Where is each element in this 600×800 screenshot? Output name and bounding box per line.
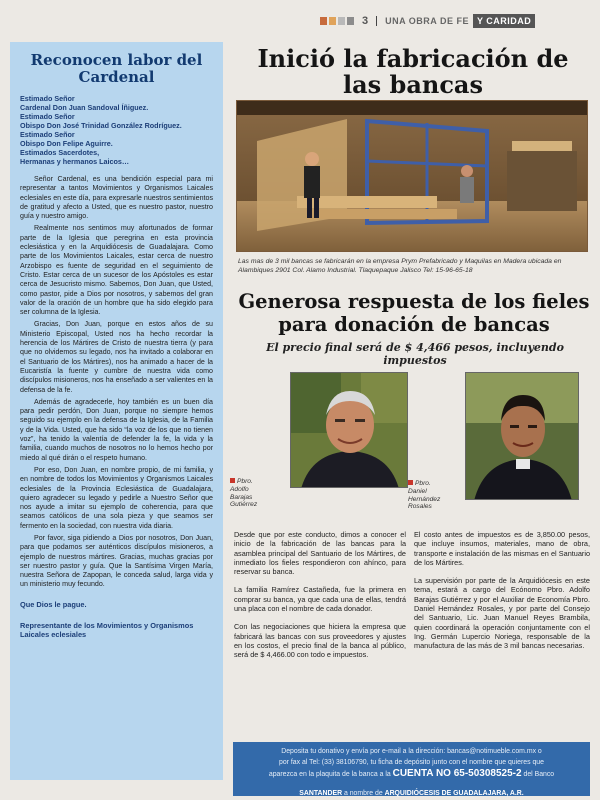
donation-line: Deposita tu donativo y envía por e-mail a la dirección: bancas@notimueble.com.mx o [281, 748, 542, 755]
body-paragraph: Desde que por este conducto, dimos a conocer el inicio de la fabricación de las bancas para la asamblea principal del Santuario de los Mártires, de inmediato los fieles respondieron con ahínco, para reservar su banca. [234, 530, 406, 577]
letter-paragraph: Señor Cardenal, es una bendición especial para mi representar a tantos Movimientos y Organismos Laicales eclesiales en este día, para expresarle nuestros sentimientos de gratitud y afecto a Usted, que es nuestro pastor, nuestro guía y nuestro amigo. [20, 175, 213, 221]
caption-line: Hernández [408, 495, 441, 503]
section-title-highlight: Y CARIDAD [473, 14, 535, 28]
photo-caption: Las mas de 3 mil bancas se fabricarán en la empresa Prym Prefabricado y Maquilas en Madera ubicada en Alambiques 2901 Col. Alamo Industrial. Tlaquepaque Jalisco Tel: 15-96-65-18 [238, 258, 562, 274]
donation-text: aparezca en la plaquita de la banca a la [268, 771, 391, 778]
letter-paragraph: Por favor, siga pidiendo a Dios por nosotros, Don Juan, para que podamos ser auténticos discípulos misioneros, a ejemplo de nuestros mártires. Gracias, muchas gracias por ser nuestro pastor y guía. Que la Santísima Virgen María, nuestra Señora de Zapopan, le conceda salud, larga vida y un ministerio muy fecundo. [20, 533, 213, 589]
body-paragraph: Con las negociaciones que hiciera la empresa que fabricará las bancas con sus proveedores y ajustes en los costos, el precio final de la banca al público, será de $ 4,466.00 con todo e impuestos. [234, 622, 406, 660]
letter-signature: Representante de los Movimientos y Organismos Laicales eclesiales [20, 620, 194, 640]
article-headline: Inició la fabricación de las bancas [257, 44, 569, 99]
letter-paragraph: Por eso, Don Juan, en nombre propio, de mi familia, y en nombre de todos los Movimientos y Organismos Laicales eclesiales de la Provincia Eclesiástica de Guadalajara, quiero agradecer su legado y pedirle a Nuestro Señor que nos ayude a imitar su ejemplo de coherencia, para que seamos católicos de una sola pieza y que seamos ser fermento en la sociedad, con nuestra vida diaria. [20, 465, 213, 530]
red-square-icon [230, 478, 235, 483]
donation-text: del Banco [523, 771, 555, 778]
portrait-photo [290, 372, 408, 488]
salutation-line: Hermanas y hermanos Laicos… [20, 157, 130, 166]
salutation-line: Estimado Señor [20, 130, 75, 139]
photo-caption-tag [230, 478, 285, 509]
body-paragraph: El costo antes de impuestos es de 3,850.00 pesos, que incluye insumos, materiales, mano de obra, transporte e instalación de las mismas en el Santuario de los Mártires. [414, 530, 590, 567]
article-subtitle: El precio final será de $ 4,466 pesos, incluyendo impuestos [266, 341, 564, 367]
caption-line [408, 480, 466, 488]
letter-paragraph: Realmente nos sentimos muy afortunados de formar parte de la Iglesia que peregrina en esta provincia eclesiástica y en la Arquidiócesis de Guadalajara. Como parte de los Movimientos Laicales, estar cerca de nuestro Arzobispo es fuente de seguridad en el seguimiento de Cristo. Estar cerca de un sucesor de los Apóstoles es estar cerca de Jesucristo mismo. Sabemos, Don Juan, que Usted, como pastor, pide a Dios por nosotros, y sabemos del gran valor de la oración de un hombre que ha sido elegido para ser columna de la Iglesia. [20, 224, 213, 317]
caption-line [230, 478, 285, 486]
caption-line: Adolfo [230, 485, 249, 493]
salutation-list [20, 94, 213, 166]
donation-line [239, 768, 584, 780]
salutation-line: Estimados Sacerdotes, [20, 148, 100, 157]
account-holder: ARQUIDIÓCESIS DE GUADALAJARA, A.R. [384, 790, 524, 797]
portrait-image [291, 373, 408, 488]
letter-paragraph: Además de agradecerle, hoy también es un buen día para pedir perdón, Don Juan, porque no siempre hemos seguido su ejemplo en la defensa de la Iglesia, de la Familia y de la Vida. Usted, que ha sido “la voz de los que no tienen voz”, ha tenido la valentía de defender la fe, la vida y la familia, cuando muchos de nosotros no lo hemos hecho por miedo al qué dirán o el respeto humano. [20, 397, 213, 462]
account-number: CUENTA NO 65-50308525-2 [392, 768, 522, 779]
letter-paragraph: Gracias, Don Juan, porque en estos años de su Ministerio Episcopal, Usted nos ha hecho recordar la herencia de los Mártires de Cristo de nuestra tierra (y para que no olvidemos su legado, nos ha invitado a colaborar en el Santuario de los Mártires), nos ha animado a hacer de la Eucaristía la fuente y cumbre de nuestra vida como discípulos misioneros, nos ha enseñado a ser valientes en la defensa de la fe. [20, 320, 213, 394]
header-divider [376, 16, 377, 26]
letter-title: Reconocen labor del Cardenal [30, 51, 203, 86]
caption-line: Rosales [408, 503, 432, 511]
donation-line: por fax al Tel: (33) 38106790, tu ficha de depósito junto con el nombre que quieres que [279, 759, 544, 766]
page-header [320, 14, 590, 28]
article-column-2 [414, 530, 590, 660]
donation-box [233, 742, 590, 782]
salutation-line: Obispo Don Felipe Aguirre. [20, 139, 113, 148]
color-block [338, 17, 345, 25]
red-square-icon [408, 480, 413, 485]
page-number: 3 [362, 15, 369, 27]
portrait-image [466, 373, 579, 500]
section-title: UNA OBRA DE FE [385, 16, 469, 26]
caption-line: Daniel [408, 487, 427, 495]
workshop-photo [236, 100, 588, 252]
letter-closing: Que Dios le pague. [20, 599, 87, 609]
color-blocks [320, 17, 354, 25]
color-block [320, 17, 327, 25]
body-paragraph: La supervisión por parte de la Arquidiócesis en este tema, estará a cargo del Ecónomo Pbro. Adolfo Barajas Gutiérrez y por el Auxiliar de Economía Pbro. Daniel Hernández Rosales, y por parte del Consejo del Santuario, Lic. Juan Manuel Reyes Brambila, quien coordinará la operación conjuntamente con el Ing. Germán Lupercio Noriega, responsable de la manufactura de las más de 3 mil bancas necesarias. [414, 576, 590, 651]
donation-line [299, 790, 523, 797]
portrait-photo [465, 372, 579, 500]
caption-text: Pbro. [415, 480, 431, 487]
caption-line: Gutiérrez [230, 501, 258, 509]
color-block [329, 17, 336, 25]
body-paragraph: La familia Ramírez Castañeda, fue la primera en comprar su banca, ya que cada una de ellas, tendrá una placa con el nombre de cada donador. [234, 585, 406, 614]
salutation-line: Obispo Don José Trinidad González Rodríguez. [20, 121, 182, 130]
bank-name: SANTANDER [299, 790, 343, 797]
donation-text: a nombre de [343, 790, 383, 797]
donation-box-footer [233, 782, 590, 796]
article-headline: Generosa respuesta de los fieles para donación de bancas [238, 290, 590, 336]
caption-text: Pbro. [237, 478, 253, 485]
salutation-line: Estimado Señor [20, 94, 75, 103]
letter-sidebar [10, 42, 223, 780]
caption-line: Barajas [230, 493, 253, 501]
workshop-photo-image [237, 101, 588, 252]
photo-caption-tag [408, 480, 466, 511]
article-column-1 [234, 530, 406, 669]
salutation-line: Estimado Señor [20, 112, 75, 121]
color-block [347, 17, 354, 25]
salutation-line: Cardenal Don Juan Sandoval Íñiguez. [20, 103, 149, 112]
